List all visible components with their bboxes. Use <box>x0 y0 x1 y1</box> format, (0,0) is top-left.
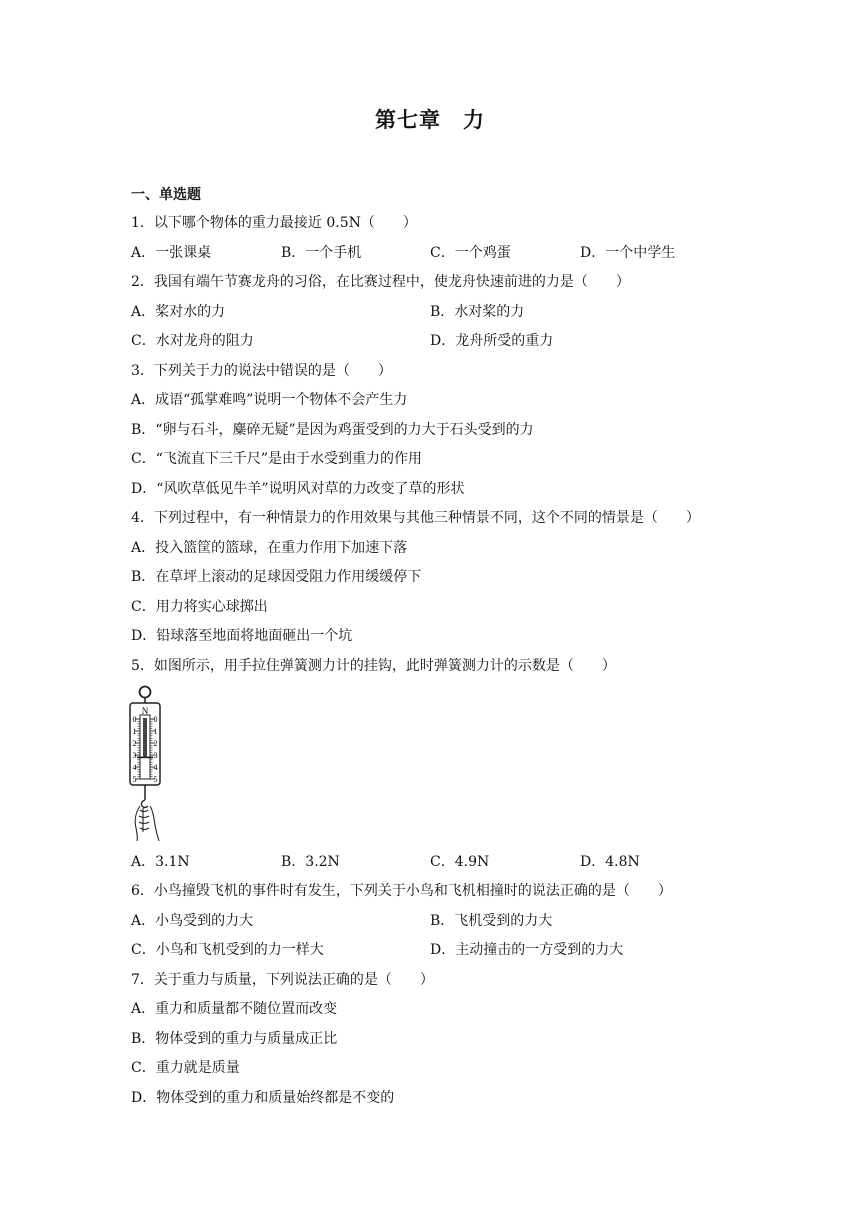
scale-label: 1 <box>132 727 137 736</box>
scale-label: 2 <box>132 739 137 748</box>
q3-option-b: B．“卵与石斗，麋碎无疑”是因为鸡蛋受到的力大于石头受到的力 <box>131 422 534 438</box>
q7-option-b: B．物体受到的重力与质量成正比 <box>131 1031 338 1047</box>
q1-option-c: C．一个鸡蛋 <box>430 245 511 261</box>
q3-option-d: D．“风吹草低见牛羊”说明风对草的力改变了草的形状 <box>131 481 465 497</box>
question-2-stem: 2．我国有端午节赛龙舟的习俗，在比赛过程中，使龙舟快速前进的力是（ ） <box>131 274 630 290</box>
q2-option-b: B．水对桨的力 <box>430 304 525 320</box>
q2-option-c: C．水对龙舟的阻力 <box>131 333 254 349</box>
q7-option-d: D．物体受到的重力和质量始终都是不变的 <box>131 1090 395 1106</box>
scale-label: 5 <box>153 775 158 784</box>
q5-option-c: C．4.9N <box>430 854 490 870</box>
question-7-stem: 7．关于重力与质量，下列说法正确的是（ ） <box>131 972 434 988</box>
q4-option-c: C．用力将实心球掷出 <box>131 599 268 615</box>
question-1-stem: 1．以下哪个物体的重力最接近 0.5N（ ） <box>131 215 417 231</box>
spring-scale-figure <box>128 684 174 842</box>
q3-option-c: C．“飞流直下三千尺”是由于水受到重力的作用 <box>131 451 423 467</box>
question-4-stem: 4．下列过程中，有一种情景力的作用效果与其他三种情景不同，这个不同的情景是（ ） <box>131 510 700 526</box>
scale-label: 4 <box>153 763 158 772</box>
section-heading: 一、单选题 <box>131 187 201 203</box>
q6-option-c: C．小鸟和飞机受到的力一样大 <box>131 942 324 958</box>
q4-option-b: B．在草坪上滚动的足球因受阻力作用缓缓停下 <box>131 569 422 585</box>
scale-label: 3 <box>153 751 158 760</box>
q4-option-d: D．铅球落至地面将地面砸出一个坑 <box>131 628 353 644</box>
q7-option-a: A．重力和质量都不随位置而改变 <box>131 1001 338 1017</box>
scale-indicator-column <box>143 718 147 757</box>
scale-label: 4 <box>132 763 137 772</box>
scale-label: 0 <box>153 715 158 724</box>
q2-option-a: A．桨对水的力 <box>131 304 226 320</box>
q2-option-d: D．龙舟所受的重力 <box>430 333 554 349</box>
scale-unit-label: N <box>141 706 149 716</box>
q1-option-d: D．一个中学生 <box>580 245 676 261</box>
scale-label: 2 <box>153 739 158 748</box>
q4-option-a: A．投入篮筐的篮球，在重力作用下加速下落 <box>131 540 408 556</box>
q6-option-d: D．主动撞击的一方受到的力大 <box>430 942 624 958</box>
scale-hook-icon <box>141 800 148 808</box>
q1-option-a: A．一张课桌 <box>131 245 212 261</box>
scale-label: 0 <box>132 715 137 724</box>
q5-option-d: D．4.8N <box>580 854 640 870</box>
question-6-stem: 6．小鸟撞毁飞机的事件时有发生，下列关于小鸟和飞机相撞时的说法正确的是（ ） <box>131 883 672 899</box>
page-title: 第七章 力 <box>375 107 485 132</box>
q3-option-a: A．成语“孤掌难鸣”说明一个物体不会产生力 <box>131 392 408 408</box>
q5-option-b: B．3.2N <box>281 854 340 870</box>
q1-option-b: B．一个手机 <box>281 245 362 261</box>
q5-option-a: A．3.1N <box>131 854 190 870</box>
scale-label: 5 <box>132 775 137 784</box>
question-3-stem: 3．下列关于力的说法中错误的是（ ） <box>131 363 392 379</box>
question-5-stem: 5．如图所示，用手拉住弹簧测力计的挂钩，此时弹簧测力计的示数是（ ） <box>131 658 616 674</box>
scale-ring-icon <box>140 687 151 698</box>
q7-option-c: C．重力就是质量 <box>131 1060 240 1076</box>
hand-icon <box>135 806 159 841</box>
scale-label: 3 <box>132 751 137 760</box>
q6-option-a: A．小鸟受到的力大 <box>131 913 254 929</box>
q6-option-b: B．飞机受到的力大 <box>430 913 553 929</box>
scale-label: 1 <box>153 727 158 736</box>
